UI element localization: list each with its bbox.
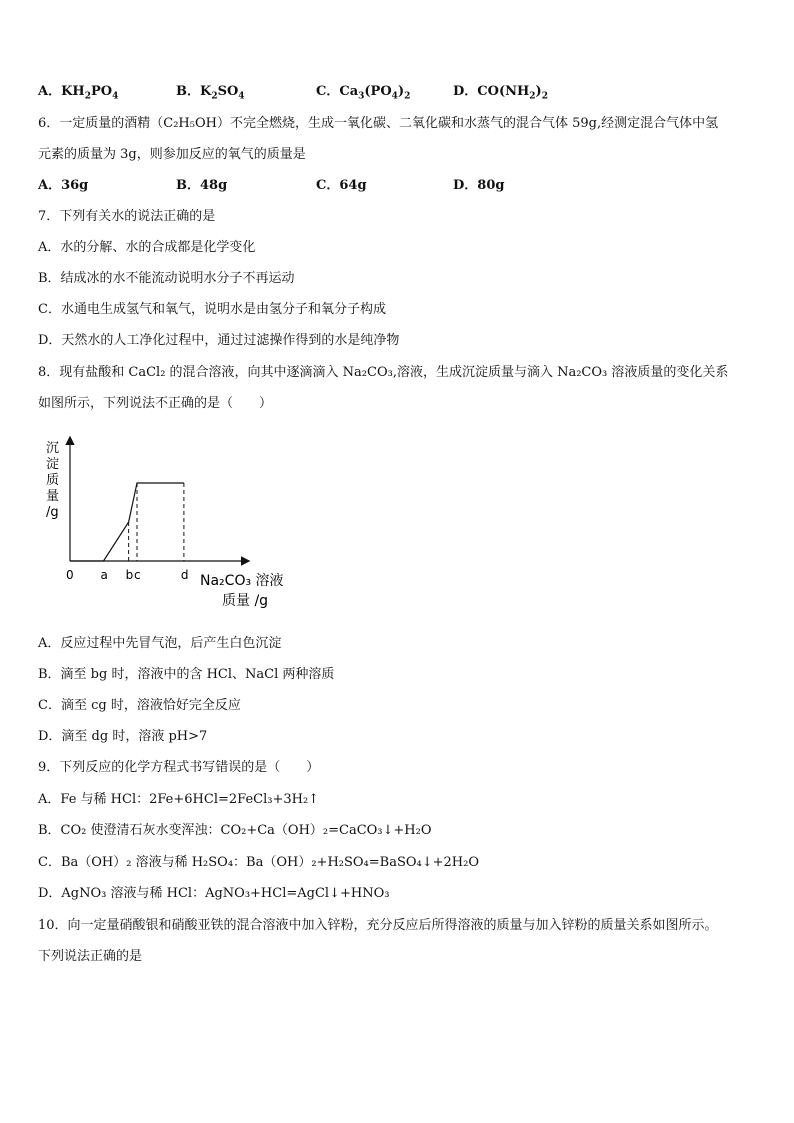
x-tick-label: c	[134, 568, 141, 582]
q9-option-a: A．Fe 与稀 HCl：2Fe+6HCl=2FeCl₃+3H₂↑	[38, 792, 320, 807]
y-axis-label-char: /g	[46, 505, 59, 520]
q10-stem-line1: 10．向一定量硝酸银和硝酸亚铁的混合溶液中加入锌粉，充分反应后所得溶液的质量与加入锌粉的质量关系如图所示。	[38, 918, 718, 933]
x-axis-label-line1: Na₂CO₃ 溶液	[200, 573, 284, 589]
q8-chart	[38, 428, 338, 618]
y-axis-label-char: 质	[46, 473, 60, 488]
q5-option-b: B．$K_2SO_4$	[176, 84, 245, 102]
q9-option-b: B．CO₂ 使澄清石灰水变浑浊：CO₂+Ca（OH）₂=CaCO₃↓+H₂O	[38, 823, 432, 838]
q8-option-d: D．滴至 dg 时，溶液 pH>7	[38, 729, 208, 744]
q6-option-b: B．48g	[176, 178, 228, 193]
q7-option-b: B．结成冰的水不能流动说明水分子不再运动	[38, 271, 295, 286]
q10-stem-line2: 下列说法正确的是	[38, 949, 143, 964]
chart-series-line	[70, 483, 184, 561]
q8-stem-line2: 如图所示，下列说法不正确的是（ ）	[38, 396, 273, 411]
q6-stem-line2: 元素的质量为 3g，则参加反应的氧气的质量是	[38, 147, 306, 162]
q8-option-a: A．反应过程中先冒气泡，后产生白色沉淀	[38, 636, 282, 651]
q7-option-a: A．水的分解、水的合成都是化学变化	[38, 240, 256, 255]
q8-option-c: C．滴至 cg 时，溶液恰好完全反应	[38, 698, 241, 713]
q9-stem: 9．下列反应的化学方程式书写错误的是（ ）	[38, 760, 320, 775]
q8-stem-line1: 8．现有盐酸和 CaCl₂ 的混合溶液，向其中逐滴滴入 Na₂CO₃,溶液，生成沉淀质量与滴入 Na₂CO₃ 溶液质量的变化关系	[38, 365, 729, 380]
q6-option-c: C．64g	[316, 178, 367, 193]
q7-option-d: D．天然水的人工净化过程中，通过过滤操作得到的水是纯净物	[38, 333, 400, 348]
q7-stem: 7．下列有关水的说法正确的是	[38, 209, 216, 224]
q6-stem-line1: 6．一定质量的酒精（C₂H₅OH）不完全燃烧，生成一氧化碳、二氧化碳和水蒸气的混合气体 59g,经测定混合气体中氢	[38, 116, 719, 131]
q5-option-a: A．$KH_2PO_4$	[38, 84, 119, 102]
x-tick-label: b	[125, 568, 134, 582]
q9-option-c: C．Ba（OH）₂ 溶液与稀 H₂SO₄：Ba（OH）₂+H₂SO₄=BaSO₄↓+2H₂O	[38, 855, 480, 870]
q6-option-d: D．80g	[453, 178, 505, 193]
q9-option-d: D．AgNO₃ 溶液与稀 HCl：AgNO₃+HCl=AgCl↓+HNO₃	[38, 886, 390, 901]
y-axis-label-char: 淀	[46, 457, 60, 472]
q5-option-c: C．$Ca_3(PO_4)_2$	[316, 84, 411, 102]
y-axis-label-char: 量	[46, 489, 60, 504]
x-tick-label: 0	[66, 568, 74, 582]
x-tick-label: a	[100, 568, 108, 582]
q5-option-d: D．$CO(NH_2)_2$	[453, 84, 548, 102]
y-axis-label-char: 沉	[46, 441, 60, 456]
q6-option-a: A．36g	[38, 178, 89, 193]
q7-option-c: C．水通电生成氢气和氧气，说明水是由氢分子和氧分子构成	[38, 302, 386, 317]
x-axis-label-line2: 质量 /g	[222, 593, 269, 609]
q8-option-b: B．滴至 bg 时，溶液中的含 HCl、NaCl 两种溶质	[38, 667, 335, 682]
x-tick-label: d	[180, 568, 189, 582]
